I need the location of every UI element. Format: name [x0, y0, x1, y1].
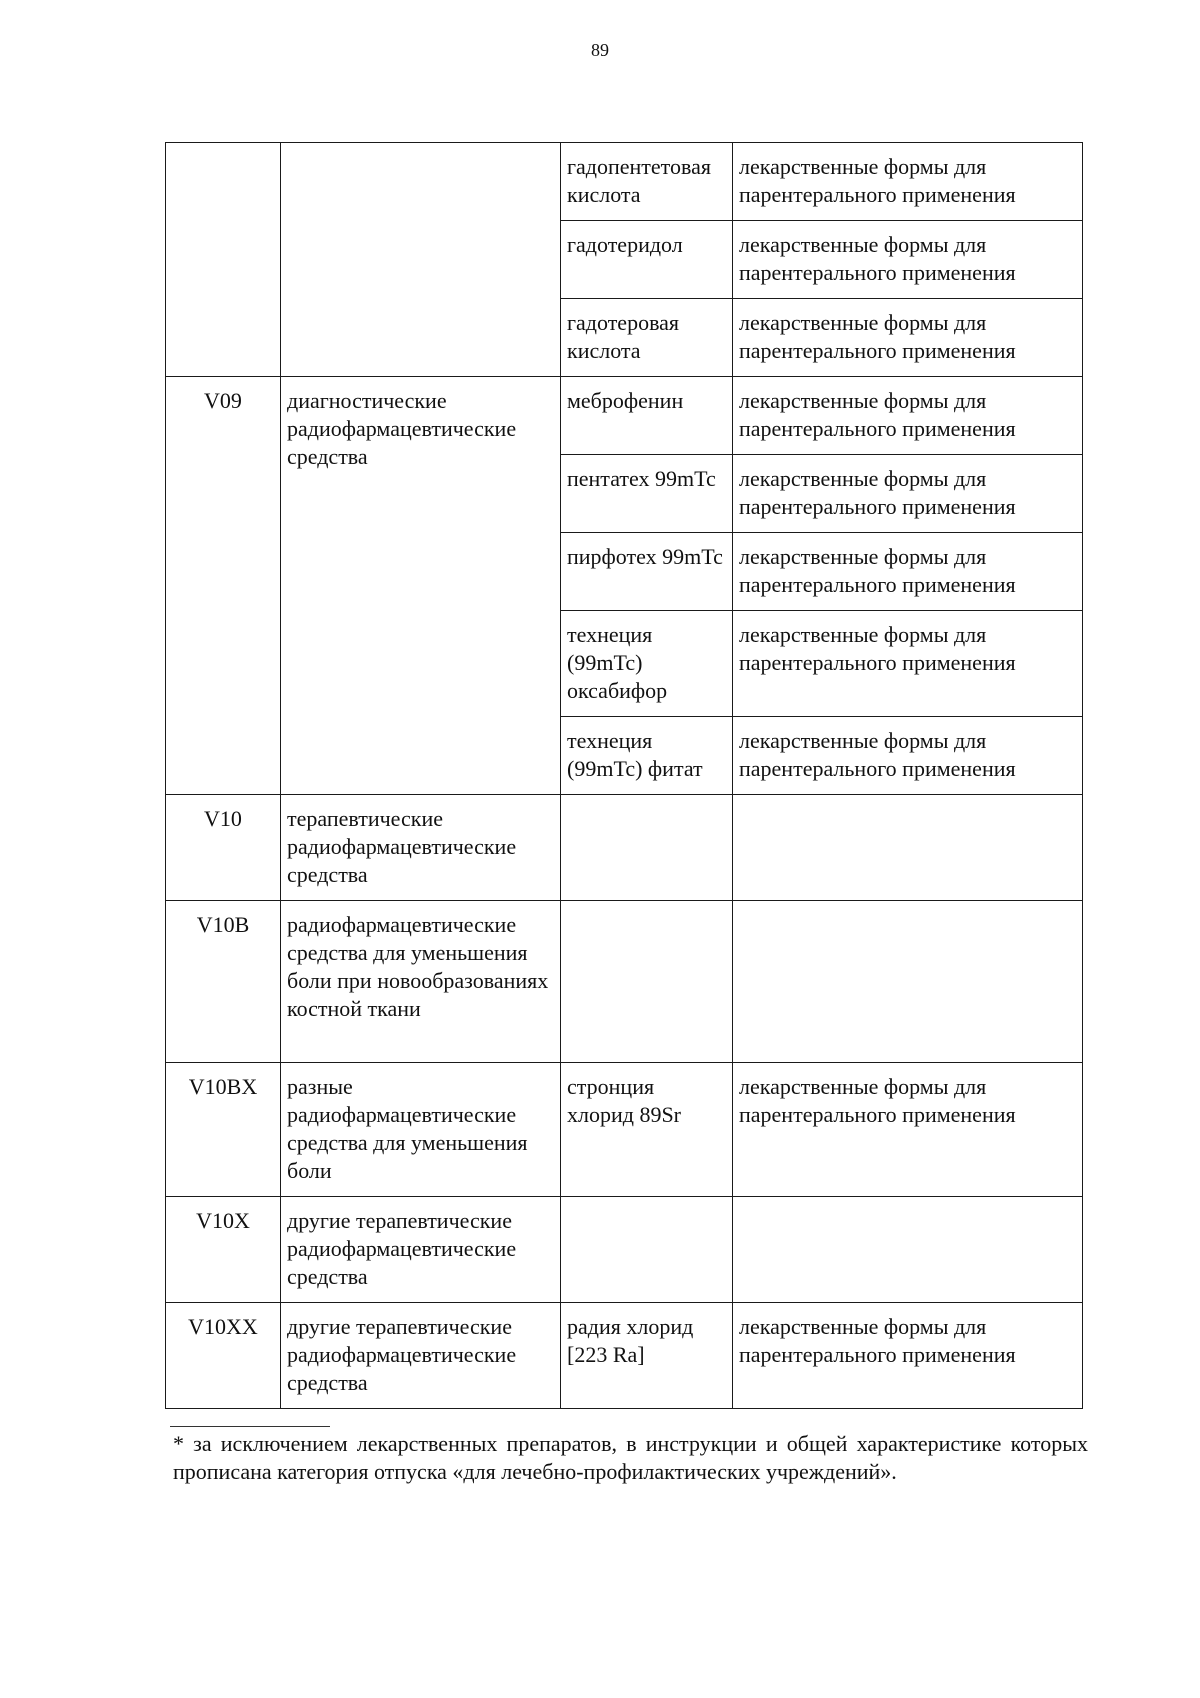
footnote: * за исключением лекарственных препаратов, в инструкции и общей характеристике которых прописана категория отпуска «для лечебно-профилактических учреждений». — [173, 1431, 1088, 1484]
atc-name-cell: другие терапевтические радиофармацевтические средства — [281, 1303, 561, 1409]
dosage-form-cell: лекарственные формы для парентерального применения — [733, 533, 1083, 611]
dosage-form-cell: лекарственные формы для парентерального применения — [733, 1303, 1083, 1409]
table-row — [166, 1063, 1083, 1197]
substance-cell: технеция (99mTc) фитат — [561, 717, 733, 795]
table-row — [166, 901, 1083, 1063]
page-number: 89 — [591, 40, 609, 60]
substance-cell: гадотеровая кислота — [561, 299, 733, 377]
table-row — [166, 143, 1083, 221]
dosage-form-cell: лекарственные формы для парентерального применения — [733, 1063, 1083, 1197]
substance-cell — [561, 795, 733, 901]
atc-name-cell: терапевтические радиофармацевтические средства — [281, 795, 561, 901]
footnote-separator — [170, 1426, 330, 1427]
atc-code-cell: V10BX — [166, 1063, 281, 1197]
substance-cell: пентатех 99mTc — [561, 455, 733, 533]
table-row — [166, 377, 1083, 455]
substance-cell: радия хлорид [223 Ra] — [561, 1303, 733, 1409]
dosage-form-cell: лекарственные формы для парентерального применения — [733, 611, 1083, 717]
atc-name-cell — [281, 143, 561, 377]
atc-code-cell: V10X — [166, 1197, 281, 1303]
table-row — [166, 1303, 1083, 1409]
atc-name-cell: другие терапевтические радиофармацевтические средства — [281, 1197, 561, 1303]
substance-cell: пирфотех 99mTc — [561, 533, 733, 611]
atc-code-cell — [166, 143, 281, 377]
atc-code-cell: V10 — [166, 795, 281, 901]
substance-cell: гадотеридол — [561, 221, 733, 299]
substance-cell — [561, 1197, 733, 1303]
atc-code-cell: V09 — [166, 377, 281, 795]
atc-code-cell: V10XX — [166, 1303, 281, 1409]
dosage-form-cell: лекарственные формы для парентерального применения — [733, 455, 1083, 533]
dosage-form-cell — [733, 795, 1083, 901]
atc-name-cell: диагностические радиофармацевтические средства — [281, 377, 561, 795]
atc-name-cell: разные радиофармацевтические средства для уменьшения боли — [281, 1063, 561, 1197]
substance-cell: меброфенин — [561, 377, 733, 455]
table-row — [166, 1197, 1083, 1303]
dosage-form-cell: лекарственные формы для парентерального применения — [733, 221, 1083, 299]
dosage-form-cell: лекарственные формы для парентерального применения — [733, 377, 1083, 455]
substance-cell: технеция (99mTc) оксабифор — [561, 611, 733, 717]
atc-code-cell: V10B — [166, 901, 281, 1063]
substance-cell — [561, 901, 733, 1063]
dosage-form-cell: лекарственные формы для парентерального применения — [733, 143, 1083, 221]
dosage-form-cell: лекарственные формы для парентерального применения — [733, 717, 1083, 795]
dosage-form-cell: лекарственные формы для парентерального применения — [733, 299, 1083, 377]
substance-cell: гадопентетовая кислота — [561, 143, 733, 221]
drug-table — [165, 142, 1083, 1409]
atc-name-cell: радиофармацевтические средства для уменьшения боли при новообразованиях костной ткани — [281, 901, 561, 1063]
substance-cell: стронция хлорид 89Sr — [561, 1063, 733, 1197]
dosage-form-cell — [733, 901, 1083, 1063]
dosage-form-cell — [733, 1197, 1083, 1303]
table-row — [166, 795, 1083, 901]
